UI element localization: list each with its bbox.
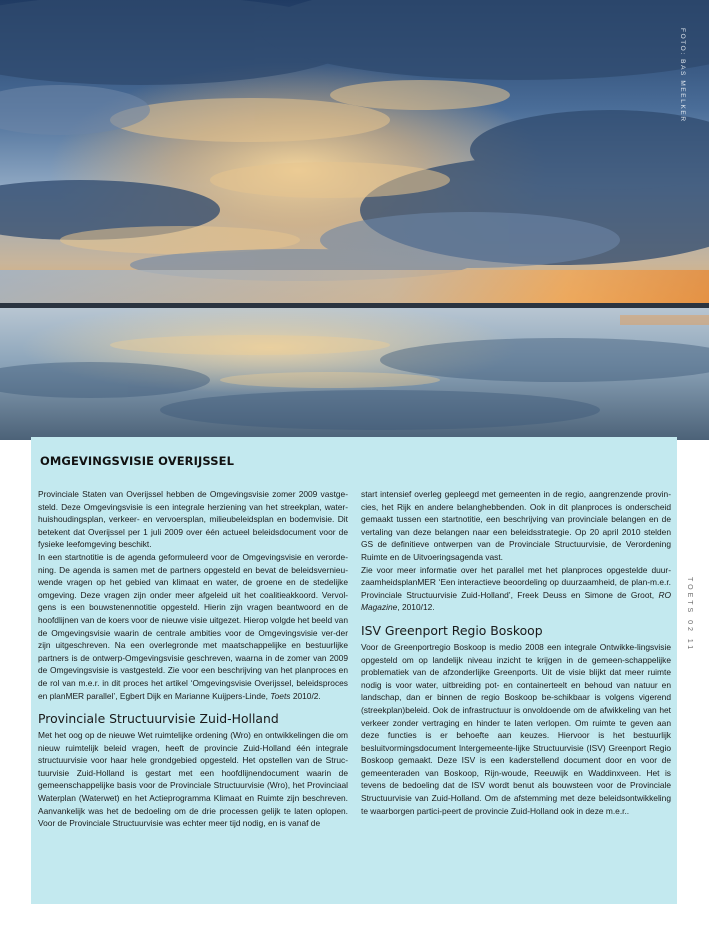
paragraph: Provinciale Staten van Overijssel hebben de Omgevingsvisie zomer 2009 vastge-steld. Deze Omgevingsvisie is een integrale herziening van het streekplan, water-huishoudingsplan, verkeer- en vervoersplan, milieubeleidsplan en bodemvisie. Dit betekent dat Overijssel per 1 juli 2009 over één actueel beleidsdocument voor de fysieke leefomgeving beschikt. xyxy=(38,489,348,550)
paragraph-text: In een startnotitie is de agenda geformuleerd voor de Omgevingsvisie en verorde-ning. De agenda is samen met de partners opgesteld en bevat de beleidsvernieu-wende vragen op het gebied van klimaat en water, de groene en de stedelijke omgeving. Deze vragen zijn onder meer afgeleid uit het coalitieakkoord. Vervol-gens is een bouwstenennotitie opgesteld. Hierin zijn vragen beantwoord en de hoofdlijnen van de koers voor de nieuwe visie uitgezet. Hierop volgde het beeld van de Omgevingsvisie waarin de centrale ambities voor de Omgevingsvisie ver-der zijn uitgeschreven. Na een overlegronde met maatschappelijke en bestuurlijke partners is de ontwerp-Omgevingsvisie geschreven, waarna in de zomer van 2009 de Omgevingsvisie is vastgesteld. Zie voor een beschrijving van het planproces en de rol van m.e.r. in dit proces het artikel ‘Omgevingsvisie Overijssel, beleidsproces en planMER parallel’, Egbert Dijk en Marianne Kuijpers-Linde, xyxy=(38,551,348,701)
right-column xyxy=(361,488,671,817)
page-marker: TOETS 02 11 xyxy=(686,577,693,653)
paragraph: Voor de Greenportregio Boskoop is medio 2008 een integrale Ontwikke-lingsvisie opgesteld om op landelijk niveau inzicht te krijgen in de gemeen-schappelijke problematiek van de afzonderlijke Greenports. Uit de visie blijkt dat meer ruimte nodig is voor water, uitbreiding pot- en containerteelt en behoud van natuur en landschap, dan er binnen de regio Boskoop be-schikbaar is volgens vigerend (streekplan)beleid. Ook de infrastructuur is onvoldoende om de afwikkeling van het verkeer zonder vertraging en hinder te laten verlopen. Om ruimte te geven aan deze functies is er behoefte aan keuzes. Hiervoor is het bestuurlijk besluitvormingsdocument Intergemeente-lijke Structuurvisie (ISV) Greenport Regio Boskoop gemaakt. Deze ISV is een kaderstellend document door en voor de gemeenteraden van Boskoop, Rijn-woude, Reeuwijk en Waddinxveen. Het is tevens de bedoeling dat de ISV wordt benut als bouwsteen voor de Provinciale Structuurvisie van Zuid-Holland. Om de afstemming met deze beleidsontwikkeling te waarborgen partici-peert de provincie Zuid-Holland ook in deze m.e.r.. xyxy=(361,641,671,816)
box-title: OMGEVINGSVISIE OVERIJSSEL xyxy=(40,454,235,468)
left-column xyxy=(38,488,348,830)
source-reference: 2010/2. xyxy=(292,690,321,701)
paragraph xyxy=(361,564,671,614)
source-title: Toets xyxy=(270,690,291,701)
paragraph: start intensief overleg gepleegd met gemeenten in de regio, aangrenzende provin-cies, het Rijk en andere belanghebbenden. Ook in dit planproces is onderscheid gemaakt tussen een startnotitie, een beschrijving van provinciale belangen en de vertaling van deze belangen naar een beleidsstrategie. Op 20 april 2010 stelden GS de definitieve ontwerpen van de Provinciale Structuurvisie, de Verordening Ruimte en de Uitvoeringsagenda vast. xyxy=(361,489,671,562)
sunset-photo xyxy=(0,0,709,440)
source-title: RO Magazine xyxy=(361,589,671,613)
section-heading: Provinciale Structuurvisie Zuid-Holland xyxy=(38,711,279,727)
section-heading: ISV Greenport Regio Boskoop xyxy=(361,622,543,638)
paragraph xyxy=(38,551,348,702)
source-reference: , 2010/12. xyxy=(397,602,435,613)
photo-credit: FOTO: BAS MEELKER xyxy=(679,28,686,123)
paragraph-text: Zie voor meer informatie over het parallel met het planproces opgestelde duur-zaamheidsplanMER ‘Een interactieve beoordeling op duurzaamheid, de plan-m.e.r. Provinciale Structuurvisie Zuid-Holland’, Freek Deuss en Simone de Groot, xyxy=(361,564,671,600)
paragraph: Met het oog op de nieuwe Wet ruimtelijke ordening (Wro) en ontwikkelingen die om nieuw ruimtelijk beleid vragen, heeft de provincie Zuid-Holland één integrale structuurvisie voor haar hele grondgebied opgesteld. Het opstellen van de Struc-tuurvisie Zuid-Holland is gestart met een hoofdlijnendocument waarin de gemeenschappelijke basis voor de Provinciale Structuurvisie (Wro), het Provinciaal Waterplan (Waterwet) en het Actieprogramma Klimaat en Ruimte zijn beschreven. Aanvankelijk was het de bedoeling om de drie processen gelijk te laten oplopen. Voor de Provinciale Structuurvisie was echter meer tijd nodig, en is vanaf de xyxy=(38,730,348,829)
